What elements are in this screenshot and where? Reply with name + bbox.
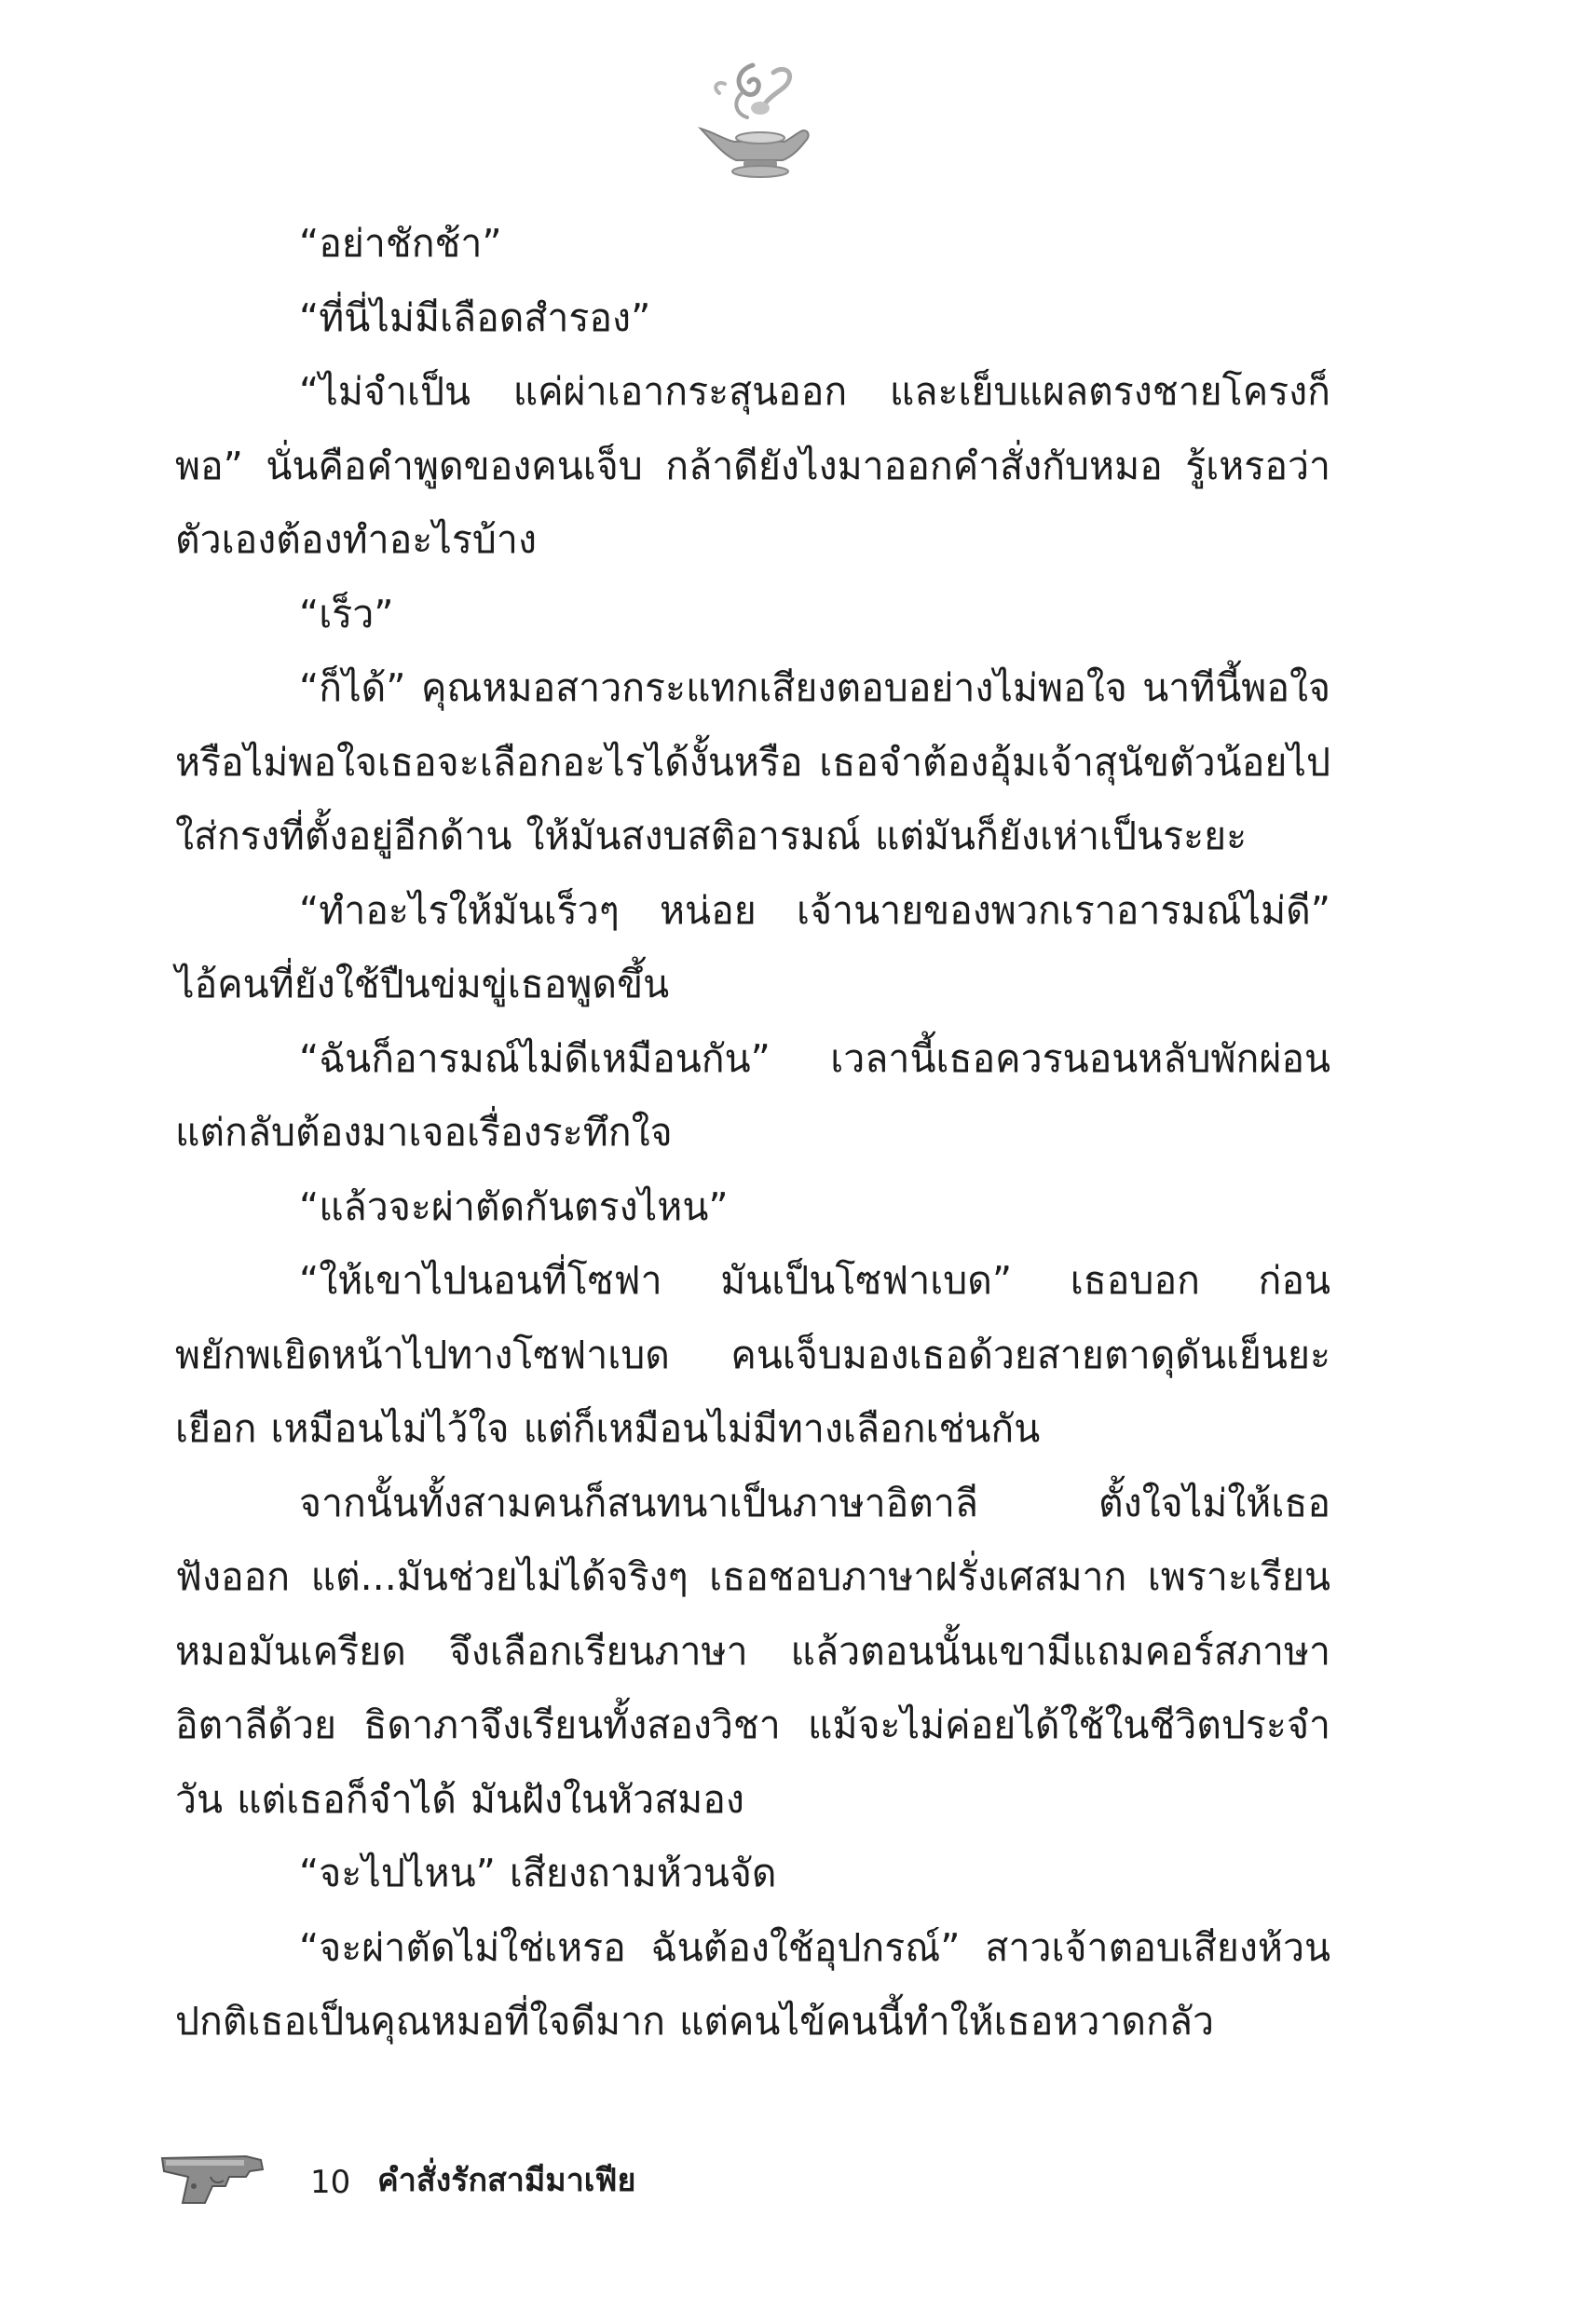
paragraph: “ทำอะไรให้มันเร็วๆ หน่อย เจ้านายของพวกเราอารมณ์ไม่ดี” ไอ้คนที่ยังใช้ปืนข่มขู่เธอพูดขึ้น [175, 887, 1330, 1006]
paragraph: “ฉันก็อารมณ์ไม่ดีเหมือนกัน” เวลานี้เธอควรนอนหลับพักผ่อน แต่กลับต้องมาเจอเรื่องระทึกใจ [175, 1035, 1330, 1155]
page-footer [157, 2141, 809, 2225]
lamp-fairy-icon [688, 56, 818, 182]
paragraph: จากนั้นทั้งสามคนก็สนทนาเป็นภาษาอิตาลี ตั้งใจไม่ให้เธอฟังออก แต่...มันช่วยไม่ได้จริงๆ เธอชอบภาษาฝรั่งเศสมาก เพราะเรียนหมอมันเครียด จึงเลือกเรียนภาษา แล้วตอนนั้นเขามีแถมคอร์สภาษาอิตาลีด้วย ธิดาภาจึงเรียนทั้งสองวิชา แม้จะไม่ค่อยได้ใช้ในชีวิตประจำวัน แต่เธอก็จำได้ มันฝังในหัวสมอง [175, 1480, 1330, 1822]
paragraph: “เร็ว” [299, 591, 394, 636]
paragraph: “ที่นี่ไม่มีเลือดสำรอง” [299, 294, 651, 340]
paragraph: “จะผ่าตัดไม่ใช่เหรอ ฉันต้องใช้อุปกรณ์” สาวเจ้าตอบเสียงห้วน ปกติเธอเป็นคุณหมอที่ใจดีมาก แต่คนไข้คนนี้ทำให้เธอหวาดกลัว [175, 1924, 1330, 2044]
book-title: คำสั่งรักสามีมาเฟีย [377, 2162, 636, 2199]
page-number: 10 [310, 2164, 351, 2201]
paragraph: “ก็ได้” คุณหมอสาวกระแทกเสียงตอบอย่างไม่พอใจ นาทีนี้พอใจหรือไม่พอใจเธอจะเลือกอะไรได้งั้นหรือ เธอจำต้องอุ้มเจ้าสุนัขตัวน้อยไปใส่กรงที่ตั้งอยู่อีกด้าน ให้มันสงบสติอารมณ์ แต่มันก็ยังเห่าเป็นระยะ [175, 665, 1330, 858]
paragraph: “ไม่จำเป็น แค่ผ่าเอากระสุนออก และเย็บแผลตรงชายโครงก็พอ” นั่นคือคำพูดของคนเจ็บ กล้าดียังไงมาออกคำสั่งกับหมอ รู้เหรอว่าตัวเองต้องทำอะไรบ้าง [175, 369, 1330, 562]
paragraph: “จะไปไหน” เสียงถามห้วนจัด [299, 1851, 777, 1895]
paragraph: “อย่าชักช้า” [299, 221, 502, 266]
paragraph: “ให้เขาไปนอนที่โซฟา มันเป็นโซฟาเบด” เธอบอก ก่อนพยักพเยิดหน้าไปทางโซฟาเบด คนเจ็บมองเธอด้วยสายตาดุดันเย็นยะเยือก เหมือนไม่ไว้ใจ แต่ก็เหมือนไม่มีทางเลือกเช่นกัน [175, 1258, 1330, 1451]
body-text [175, 207, 1330, 2059]
paragraph: “แล้วจะผ่าตัดกันตรงไหน” [299, 1183, 729, 1229]
pistol-icon [157, 2149, 268, 2207]
